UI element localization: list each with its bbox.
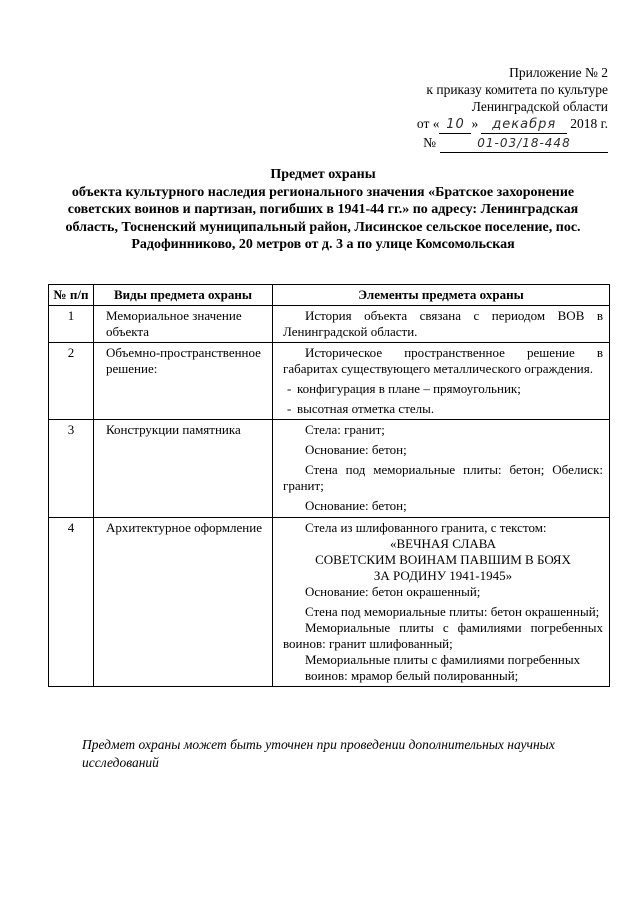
row-kind: Объемно-пространственное решение:: [94, 343, 273, 420]
annex-number-line: [368, 134, 608, 153]
row-number: 4: [49, 518, 94, 687]
table-row: [49, 518, 610, 687]
protection-items-table: [48, 284, 610, 687]
header-elements: Элементы предмета охраны: [273, 285, 610, 306]
title-body: объекта культурного наследия регионального значения «Братское захоронение советских воинов и партизан, погибших в 1941-44 гг.» по адресу: Ленинградская область, Тосненский муниципальный район, Лисинское сельское поселение, пос. Радофинниково, 20 метров от д. 3 а по улице Комсомольская: [65, 184, 581, 252]
header-kind: Виды предмета охраны: [94, 285, 273, 306]
row-elements: [273, 420, 610, 518]
table-row: [49, 420, 610, 518]
title-heading: Предмет охраны: [270, 167, 376, 182]
element-text: Мемориальные плиты с фамилиями погребенных: [305, 652, 581, 667]
date-month-handwritten: декабря: [481, 116, 567, 134]
row-number: 2: [49, 343, 94, 420]
annex-date-line: [368, 115, 608, 134]
element-text: Основание: бетон;: [305, 442, 407, 457]
row-kind: Мемориальное значение объекта: [94, 306, 273, 343]
inscription-line: ЗА РОДИНУ 1941-1945»: [373, 568, 513, 583]
table-row: [49, 306, 610, 343]
date-prefix: от «: [416, 116, 440, 131]
date-year: 2018 г.: [570, 116, 608, 131]
element-text: воинов: мрамор белый полированный;: [305, 668, 519, 683]
annex-line-1: Приложение № 2: [509, 65, 608, 80]
row-elements: [273, 518, 610, 687]
row-number: 1: [49, 306, 94, 343]
element-text: Стела из шлифованного гранита, с текстом:: [305, 520, 547, 535]
row-kind: Архитектурное оформление: [94, 518, 273, 687]
date-mid: »: [471, 116, 479, 131]
inscription-line: «ВЕЧНАЯ СЛАВА: [389, 536, 497, 551]
element-text: Историческое пространственное решение в габаритах существующего металлического ограждения.: [283, 345, 603, 376]
annex-line-2: к приказу комитета по культуре: [426, 82, 608, 97]
table-row: [49, 343, 610, 420]
footnote: Предмет охраны может быть уточнен при проведении дополнительных научных исследований: [82, 737, 555, 770]
header-number: № п/п: [49, 285, 94, 306]
element-bullet: - конфигурация в плане – прямоугольник;: [283, 381, 603, 397]
element-text: Стена под мемориальные плиты: бетон; Обелиск: гранит;: [283, 462, 603, 493]
row-elements: [273, 343, 610, 420]
number-prefix: №: [423, 135, 436, 150]
element-text: Стела: гранит;: [305, 422, 385, 437]
element-text: Основание: бетон окрашенный;: [305, 584, 481, 599]
annex-block: [368, 64, 608, 153]
inscription-line: СОВЕТСКИМ ВОИНАМ ПАВШИМ В БОЯХ: [315, 552, 571, 567]
number-handwritten: 01-03/18-448: [440, 135, 608, 153]
element-bullet: - высотная отметка стелы.: [283, 401, 603, 417]
element-text: Основание: бетон;: [305, 498, 407, 513]
row-kind: Конструкции памятника: [94, 420, 273, 518]
row-elements: [273, 306, 610, 343]
document-title: [56, 166, 590, 254]
date-day-handwritten: 10: [439, 116, 471, 134]
element-text: Стена под мемориальные плиты: бетон окрашенный;: [305, 604, 600, 619]
element-text: Мемориальные плиты с фамилиями погребенных воинов: гранит шлифованный;: [283, 620, 603, 651]
row-number: 3: [49, 420, 94, 518]
annex-line-3: Ленинградской области: [471, 99, 608, 114]
element-text: История объекта связана с периодом ВОВ в Ленинградской области.: [283, 308, 603, 339]
table-header-row: [49, 285, 610, 306]
